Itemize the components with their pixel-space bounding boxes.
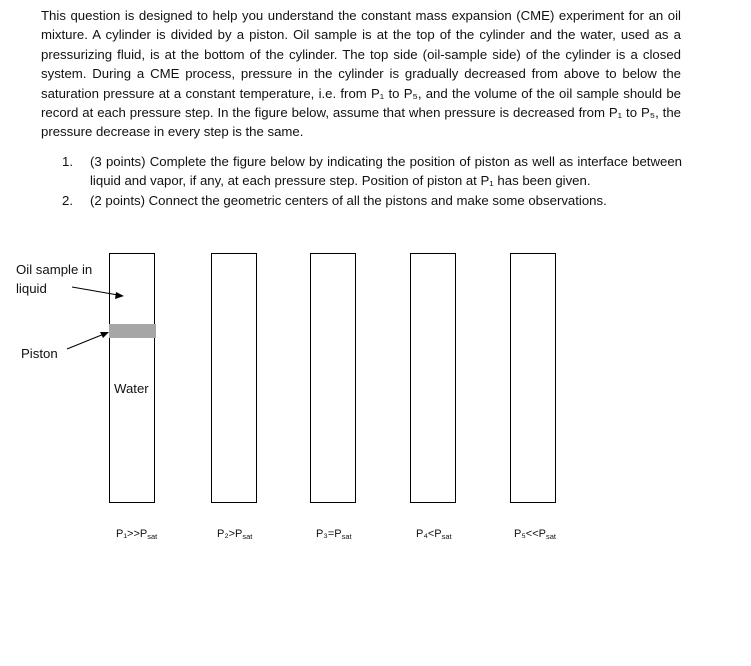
question-number: 2. [62,192,73,208]
intro-paragraph: This question is designed to help you understand the constant mass expansion (CME) experiment for an oil mixture. A cylinder is divided by a piston. Oil sample is at the top of the cylinder and the water, used as a pressurizing fluid, is at the bottom of the cylinder. The top side (oil-sample side) of the cylinder is a closed system. During a CME process, pressure in the cylinder is gradually decreased from above to below the saturation pressure at a constant temperature, i.e. from P₁ to P₅, and the volume of the oil sample should be record at each pressure step. In the figure below, assume that when pressure is decreased from P₁ to P₅, the pressure decrease in every step is the same. [41,8,681,140]
pressure-label-p3: $P_3=P_{sat}$ [316,528,352,541]
piston-label: Piston [21,346,58,361]
cylinder-2 [211,253,257,503]
pressure-label-p4: $P_4<P_{sat}$ [416,528,452,541]
oil-sample-label-line1: Oil sample in [16,262,93,277]
question-number: 1. [62,154,73,169]
pressure-label-p1: $P_1>>P_{sat}$ [116,528,158,541]
cylinder-4 [410,253,456,503]
question-text: (3 points) Complete the figure below by indicating the position of piston as well as interface between liquid and vapor, if any, at each pressure step. Position of piston at P₁ has been given. [90,154,682,189]
piston-arrow-line [67,334,104,349]
water-label: Water [114,381,149,396]
cylinder-3 [310,253,356,503]
pressure-label-p5: $P_5<<P_{sat}$ [514,528,556,541]
oil-sample-label-line2: liquid [16,281,47,296]
cylinder-5 [510,253,556,503]
cylinder-1 [109,253,155,503]
question-text: (2 points) Connect the geometric centers of all the pistons and make some observations. [90,192,607,208]
pressure-label-p2: $P_2>P_{sat}$ [217,528,253,541]
piston-p1 [109,324,156,338]
